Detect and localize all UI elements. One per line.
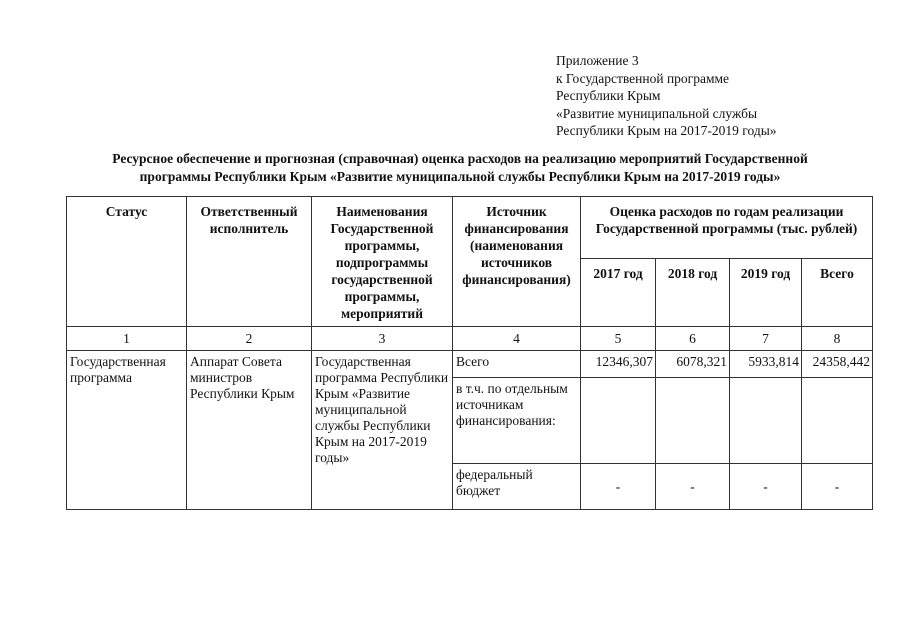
title-line-2: программы Республики Крым «Развитие муниципальной службы Республики Крым на 2017-2019 годы» (139, 169, 781, 184)
row-executor: Аппарат Совета министров Республики Крым (187, 351, 312, 510)
source-federal-label: федеральный бюджет (453, 464, 581, 510)
appendix-line: Республики Крым (556, 88, 661, 103)
title-line-1: Ресурсное обеспечение и прогнозная (справочная) оценка расходов на реализацию мероприятий Государственной (112, 151, 808, 166)
appendix-line: к Государственной программе (556, 70, 730, 86)
value-2019: - (730, 464, 802, 510)
header-2017: 2017 год (581, 259, 656, 327)
table-row (67, 351, 873, 378)
header-2019: 2019 год (730, 259, 802, 327)
column-number: 7 (730, 327, 802, 351)
value-2018: - (656, 464, 730, 510)
header-estimate: Оценка расходов по годам реализации Государственной программы (тыс. рублей) (581, 197, 873, 259)
header-2018: 2018 год (656, 259, 730, 327)
resource-table (66, 196, 873, 510)
value-2017: 12346,307 (581, 351, 656, 378)
column-number: 1 (67, 327, 187, 351)
header-total: Всего (802, 259, 873, 327)
appendix-note (556, 52, 777, 140)
column-number: 5 (581, 327, 656, 351)
value-total: 24358,442 (802, 351, 873, 378)
appendix-line: Приложение 3 (556, 53, 639, 68)
column-numbers-row (67, 327, 873, 351)
value-total: - (802, 464, 873, 510)
header-source: Источник финансирования (наименования источников финансирования) (453, 197, 581, 327)
document-title (60, 150, 860, 186)
source-breakdown-label: в т.ч. по отдельным источникам финансирования: (453, 378, 581, 464)
appendix-line: Республики Крым на 2017-2019 годы» (556, 123, 777, 138)
value-2019 (730, 378, 802, 464)
value-total (802, 378, 873, 464)
column-number: 4 (453, 327, 581, 351)
header-names: Наименования Государственной программы, подпрограммы государственной программы, мероприятий (312, 197, 453, 327)
row-program-name: Государственная программа Республики Крым «Развитие муниципальной службы Республики Крым на 2017-2019 годы» (312, 351, 453, 510)
column-number: 3 (312, 327, 453, 351)
value-2017: - (581, 464, 656, 510)
header-status: Статус (67, 197, 187, 327)
column-number: 6 (656, 327, 730, 351)
header-executor: Ответственный исполнитель (187, 197, 312, 327)
row-status: Государственная программа (67, 351, 187, 510)
value-2019: 5933,814 (730, 351, 802, 378)
source-total-label: Всего (453, 351, 581, 378)
appendix-line: «Развитие муниципальной службы (556, 105, 758, 121)
value-2018 (656, 378, 730, 464)
column-number: 2 (187, 327, 312, 351)
value-2017 (581, 378, 656, 464)
value-2018: 6078,321 (656, 351, 730, 378)
column-number: 8 (802, 327, 873, 351)
